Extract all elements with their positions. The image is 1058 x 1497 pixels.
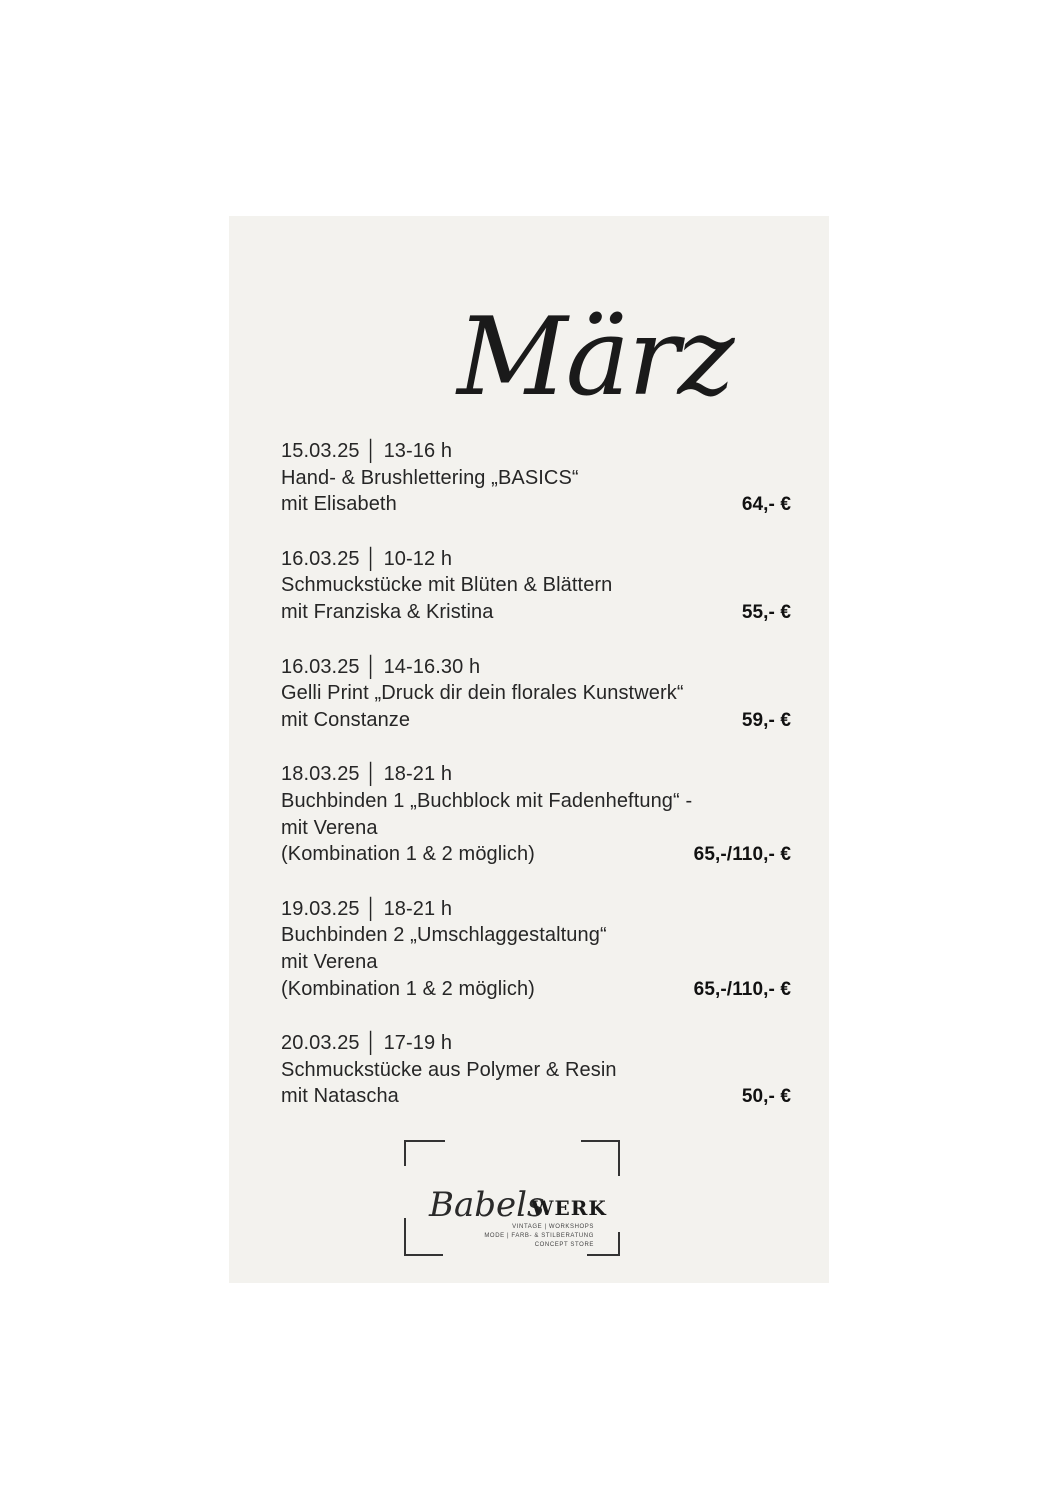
event-price: 55,- €	[741, 601, 791, 623]
event-title: Gelli Print „Druck dir dein florales Kunstwerk“	[281, 682, 684, 705]
brand-logo	[403, 1138, 621, 1258]
event-title: Buchbinden 1 „Buchblock mit Fadenheftung“ -	[281, 789, 693, 812]
event-title: Schmuckstücke mit Blüten & Blättern	[281, 574, 613, 597]
logo-frame	[403, 1138, 621, 1258]
event-date-time: 16.03.25 │ 10-12 h	[281, 547, 453, 570]
event-item	[281, 761, 791, 868]
event-price: 65,-/110,- €	[693, 844, 791, 866]
event-host: mit Verena	[281, 950, 378, 973]
event-price: 64,- €	[741, 494, 791, 516]
month-title	[229, 266, 829, 411]
event-note: (Kombination 1 & 2 möglich)	[281, 977, 535, 1000]
month-title-lettering	[229, 266, 829, 411]
logo-tagline: CONCEPT STORE	[534, 1242, 594, 1248]
event-date-time: 16.03.25 │ 14-16.30 h	[281, 655, 481, 678]
event-date-time: 15.03.25 │ 13-16 h	[281, 440, 453, 462]
event-date-time: 19.03.25 │ 18-21 h	[281, 897, 453, 920]
event-title: Schmuckstücke aus Polymer & Resin	[281, 1058, 617, 1081]
event-item	[281, 654, 791, 735]
event-price: 59,- €	[741, 709, 791, 731]
event-host: mit Franziska & Kristina	[281, 600, 494, 623]
event-host: mit Elisabeth	[281, 493, 397, 516]
logo-tagline: VINTAGE | WORKSHOPS	[512, 1224, 594, 1230]
logo-script: Babels	[429, 1185, 545, 1225]
event-host: mit Natascha	[281, 1085, 399, 1108]
event-date-time: 20.03.25 │ 17-19 h	[281, 1032, 453, 1055]
event-item	[281, 1030, 791, 1111]
event-price: 65,-/110,- €	[693, 978, 791, 1000]
svg-text:März: März	[457, 295, 733, 411]
event-title: Hand- & Brushlettering „BASICS“	[281, 466, 579, 489]
event-price: 50,- €	[741, 1086, 791, 1108]
event-date-time: 18.03.25 │ 18-21 h	[281, 763, 453, 786]
event-host: mit Verena	[281, 816, 378, 839]
logo-tagline: MODE | FARB- & STILBERATUNG	[484, 1233, 594, 1239]
event-title: Buchbinden 2 „Umschlaggestaltung“	[281, 924, 607, 947]
event-host: mit Constanze	[281, 708, 411, 731]
event-list	[281, 438, 791, 1138]
event-item	[281, 438, 791, 519]
event-item	[281, 546, 791, 627]
logo-wordmark: WERK	[531, 1196, 607, 1220]
event-flyer	[229, 216, 829, 1283]
event-item	[281, 896, 791, 1003]
event-note: (Kombination 1 & 2 möglich)	[281, 843, 535, 866]
